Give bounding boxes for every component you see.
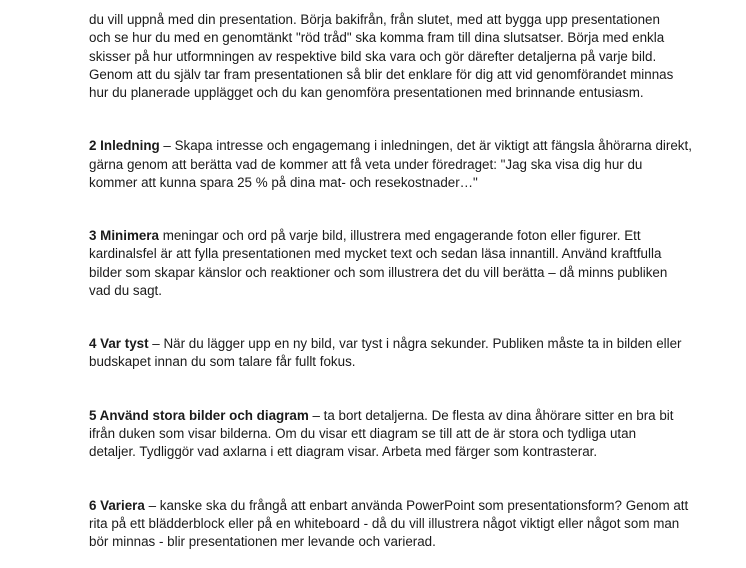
paragraph-minimera-text: meningar och ord på varje bild, illustrera med engagerande foton eller figurer. Ett kardinalsfel är att fylla presentationen med mycket text och sedan läsa innantill. Använd kraftfulla bilder som skapar känslor och reaktioner och som illustrera det du vill berätta – då minns publiken vad du sagt. (89, 228, 668, 298)
heading-inledning: 2 Inledning (89, 138, 160, 154)
document-page (89, 0, 719, 568)
paragraph-inledning-text: – Skapa intresse och engagemang i inledningen, det är viktigt att fängsla åhörarna direkt, gärna genom att berätta vad de kommer att få veta under föredraget: "Jag ska visa dig hur du kommer att kunna spara 25 % på dina mat- och resekostnader…" (89, 138, 692, 190)
paragraph-var-tyst (89, 317, 719, 372)
paragraph-inledning (89, 119, 719, 192)
paragraph-stora-bilder (89, 389, 719, 462)
paragraph-intro-text: du vill uppnå med din presentation. Börja bakifrån, från slutet, med att bygga upp presentationen och se hur du med en genomtänkt "röd tråd" ska komma fram till dina slutsatser. Börja med enkla skisser på hur utformningen av respektive bild ska vara och gör därefter detaljerna på varje bild. Genom att du själv tar fram presentationen så blir det enklare för dig att vid genomförandet minnas hur du planerade upplägget och du kan genomföra presentationen med brinnande entusiasm. (89, 12, 674, 101)
paragraph-stora-bilder-text: – ta bort detaljerna. De flesta av dina åhörare sitter en bra bit ifrån duken som visar bilderna. Om du visar ett diagram se till att de är stora och tydliga utan detaljer. Tydliggör vad axlarna i ett diagram visar. Arbeta med färger som kontrasterar. (89, 407, 674, 460)
paragraph-variera (89, 478, 719, 551)
heading-minimera: 3 Minimera (89, 228, 159, 244)
paragraph-intro (89, 0, 719, 102)
paragraph-variera-text: – kanske ska du frångå att enbart använda PowerPoint som presentationsform? Genom att rita på ett blädderblock eller på en whiteboard - då du vill illustrera något viktigt eller något som man bör minnas - blir presentationen mer levande och varierad. (89, 497, 689, 550)
heading-var-tyst: 4 Var tyst (89, 336, 149, 352)
heading-variera: 6 Variera (89, 497, 145, 513)
heading-stora-bilder: 5 Använd stora bilder och diagram (89, 407, 309, 423)
paragraph-minimera (89, 209, 719, 300)
paragraph-var-tyst-text: – När du lägger upp en ny bild, var tyst i några sekunder. Publiken måste ta in bilden eller budskapet innan du som talare får fullt fokus. (89, 336, 682, 370)
